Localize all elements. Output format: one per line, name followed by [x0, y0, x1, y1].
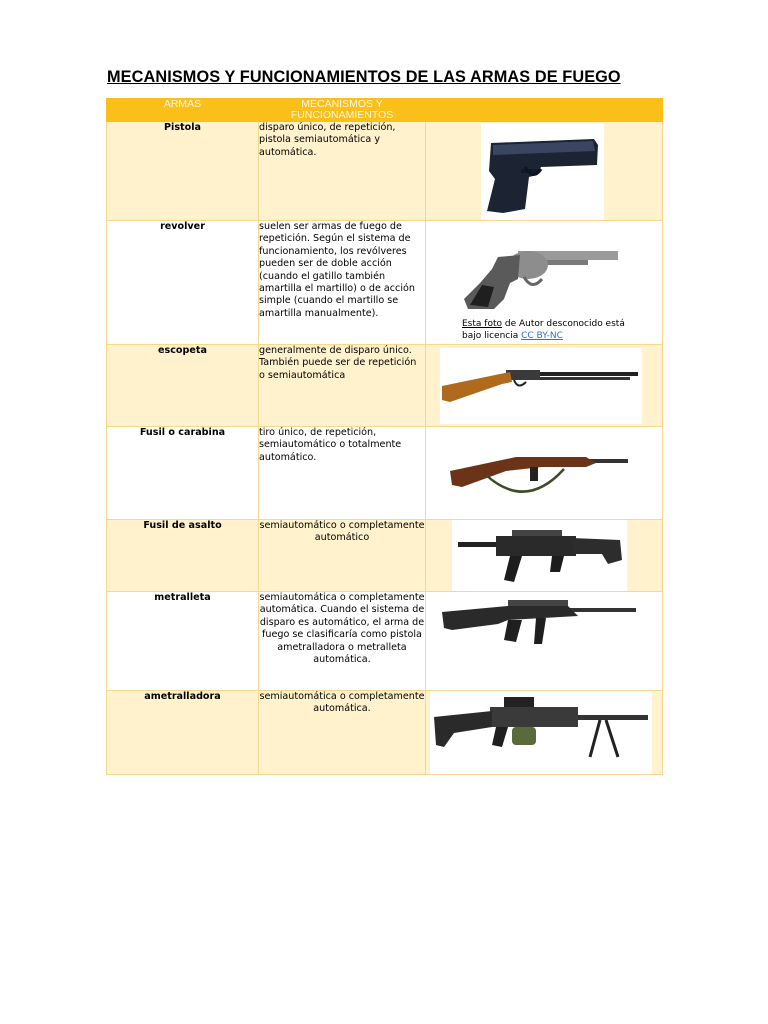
weapon-description: suelen ser armas de fuego de repetición. Según el sistema de funcionamiento, los revólveres pueden ser de doble acción (cuando el gatillo también amartilla el martillo) o de acción simple (cuando el martillo se amartilla manualmente).	[259, 221, 426, 345]
header-image	[426, 99, 663, 122]
page-title: MECANISMOS Y FUNCIONAMIENTOS DE LAS ARMAS DE FUEGO	[107, 68, 621, 86]
machine-gun-image	[430, 691, 652, 775]
header-armas: ARMAS	[107, 99, 259, 122]
weapon-description: semiautomático o completamente automático	[259, 520, 426, 592]
table-row	[107, 427, 663, 520]
weapon-name: Fusil o carabina	[107, 427, 259, 520]
credit-text: de Autor desconocido está bajo licencia	[462, 319, 625, 341]
photo-credit	[462, 318, 632, 342]
weapon-description: generalmente de disparo único. También puede ser de repetición o semiautomática	[259, 345, 426, 427]
weapon-image-cell	[426, 221, 663, 345]
weapon-image-cell	[426, 122, 663, 221]
weapon-image-cell	[426, 520, 663, 592]
weapon-description: tiro único, de repetición, semiautomático o totalmente automático.	[259, 427, 426, 520]
weapon-image-cell	[426, 592, 663, 691]
table-row	[107, 520, 663, 592]
table-row	[107, 345, 663, 427]
assault-rifle-image	[452, 520, 627, 592]
weapon-name: metralleta	[107, 592, 259, 691]
photo-link[interactable]: Esta foto	[462, 319, 502, 329]
weapon-description: semiautomática o completamente automática. Cuando el sistema de disparo es automático, el arma de fuego se clasificaría como pistola ametralladora o metralleta automática.	[259, 592, 426, 691]
weapon-name: Pistola	[107, 122, 259, 221]
weapon-description: semiautomática o completamente automática.	[259, 691, 426, 775]
weapons-table	[106, 98, 663, 775]
weapon-description: disparo único, de repetición, pistola semiautomática y automática.	[259, 122, 426, 221]
table-header-row	[107, 99, 663, 122]
weapon-name: Fusil de asalto	[107, 520, 259, 592]
table-row	[107, 691, 663, 775]
weapon-image-cell	[426, 345, 663, 427]
submachine-gun-image	[438, 594, 648, 664]
weapon-image-cell	[426, 427, 663, 520]
license-link[interactable]: CC BY-NC	[521, 331, 563, 341]
shotgun-image	[440, 348, 642, 424]
weapon-name: ametralladora	[107, 691, 259, 775]
weapon-name: escopeta	[107, 345, 259, 427]
weapon-image-cell	[426, 691, 663, 775]
pistol-image	[481, 123, 604, 220]
table-row	[107, 122, 663, 221]
carbine-image	[446, 441, 631, 507]
revolver-image	[458, 243, 623, 315]
table-row	[107, 221, 663, 345]
header-mecanismos: MECANISMOS Y FUNCIONAMIENTOS	[259, 99, 426, 122]
weapon-name: revolver	[107, 221, 259, 345]
table-row	[107, 592, 663, 691]
